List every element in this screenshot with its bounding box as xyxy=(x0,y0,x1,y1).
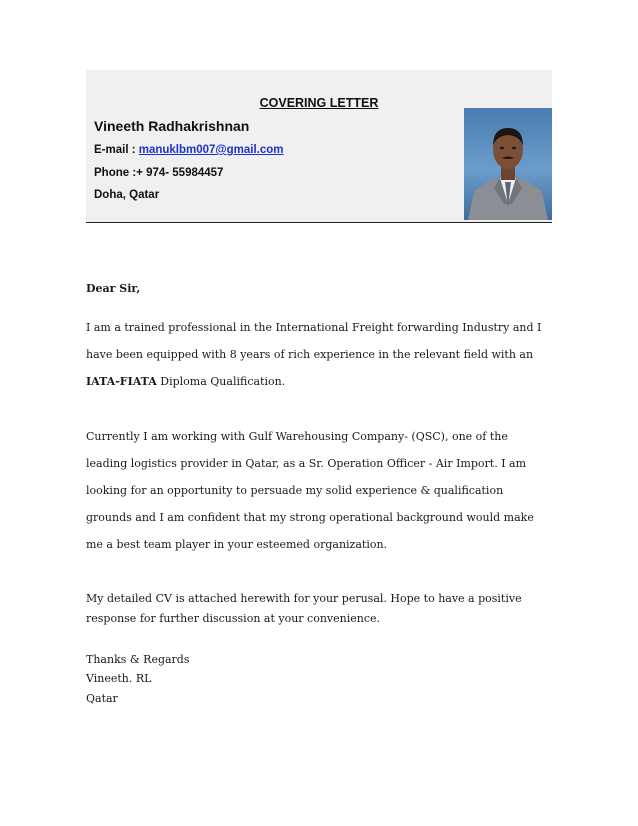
profile-photo-illustration xyxy=(464,108,552,220)
paragraph-1-line-2: have been equipped with 8 years of rich experience in the relevant field with an xyxy=(86,348,534,361)
location-line: Doha, Qatar xyxy=(94,189,160,201)
profile-photo xyxy=(464,108,552,220)
email-line xyxy=(94,144,284,156)
paragraph-3-line-2: response for further discussion at your convenience. xyxy=(86,612,381,625)
paragraph-2-line-4: grounds and I am confident that my strong operational background would make xyxy=(86,511,534,524)
paragraph-1-line-3 xyxy=(86,375,285,388)
applicant-name: Vineeth Radhakrishnan xyxy=(94,118,250,134)
paragraph-2-line-1: Currently I am working with Gulf Warehousing Company- (QSC), one of the xyxy=(86,430,508,443)
email-label: E-mail : xyxy=(94,144,139,156)
paragraph-3-line-1: My detailed CV is attached herewith for your perusal. Hope to have a positive xyxy=(86,592,522,605)
phone-line: Phone :+ 974- 55984457 xyxy=(94,167,224,179)
paragraph-2-line-3: looking for an opportunity to persuade my solid experience & qualification xyxy=(86,484,504,497)
paragraph-2-line-5: me a best team player in your esteemed organization. xyxy=(86,538,388,551)
paragraph-2-line-2: leading logistics provider in Qatar, as a Sr. Operation Officer - Air Import. I am xyxy=(86,457,527,470)
signature-place: Qatar xyxy=(86,692,118,705)
email-link[interactable]: manuklbm007@gmail.com xyxy=(138,144,284,156)
closing: Thanks & Regards xyxy=(86,653,190,666)
header-box xyxy=(86,70,552,223)
paragraph-1-line-1: I am a trained professional in the International Freight forwarding Industry and I xyxy=(86,321,542,334)
qualification-name: IATA-FIATA xyxy=(86,375,157,388)
document-title: COVERING LETTER xyxy=(259,96,379,110)
qualification-rest: Diploma Qualification. xyxy=(156,375,286,388)
salutation: Dear Sir, xyxy=(86,282,141,295)
signature-name: Vineeth. RL xyxy=(86,672,152,685)
